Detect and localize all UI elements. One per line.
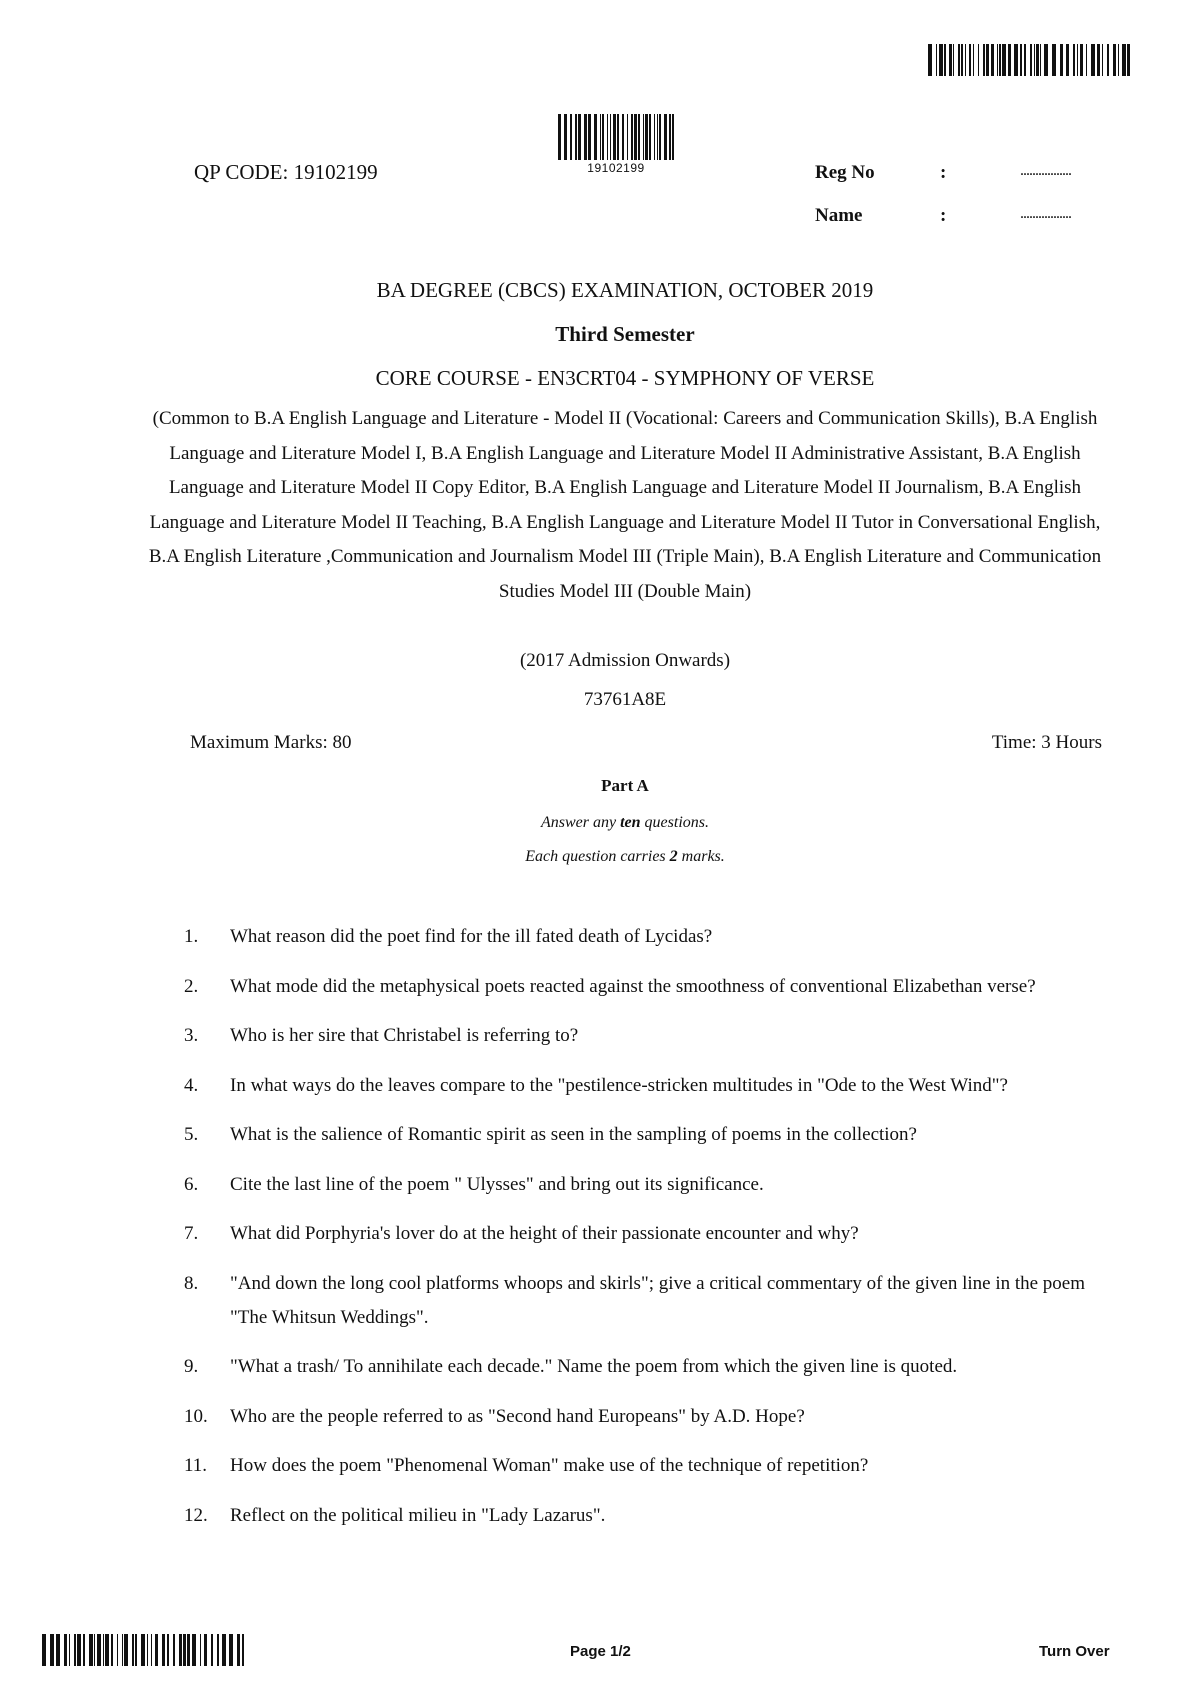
- question-text: In what ways do the leaves compare to the "pestilence-stricken multitudes in "Ode to the West Wind"?: [230, 1074, 1008, 1096]
- part-a-title: Part A: [601, 776, 649, 795]
- question-item: [184, 1069, 1104, 1103]
- barcode-center: [558, 114, 674, 160]
- name-row: [815, 205, 1071, 227]
- instruction-text: Answer any: [540, 814, 621, 831]
- question-number: 5.: [184, 1124, 199, 1145]
- question-number: 3.: [184, 1025, 199, 1046]
- question-text: What mode did the metaphysical poets reacted against the smoothness of conventional Elizabethan verse?: [230, 975, 1036, 997]
- name-label: Name: [815, 205, 863, 226]
- question-text: Who are the people referred to as "Second hand Europeans" by A.D. Hope?: [230, 1405, 805, 1427]
- barcode-top-right: [928, 44, 1130, 76]
- question-number: 2.: [184, 975, 199, 997]
- marks-note-text-end: marks.: [677, 848, 725, 865]
- question-item: [184, 1019, 1104, 1053]
- name-blank: .................: [1020, 205, 1071, 222]
- question-number: 1.: [184, 926, 199, 947]
- question-number: 4.: [184, 1074, 199, 1096]
- turn-over-note: Turn Over: [1039, 1643, 1110, 1660]
- question-text: "And down the long cool platforms whoops and skirls"; give a critical commentary of the given line in the poem "The Whitsun Weddings".: [230, 1272, 1086, 1328]
- question-list: [184, 920, 1104, 1548]
- admission-note: (2017 Admission Onwards): [519, 650, 731, 671]
- question-text: What is the salience of Romantic spirit as seen in the sampling of poems in the collection?: [230, 1124, 917, 1145]
- semester: Third Semester: [555, 322, 695, 346]
- question-item: [184, 1350, 1104, 1384]
- page-number: Page 1/2: [570, 1643, 631, 1660]
- question-number: 10.: [184, 1405, 208, 1427]
- instruction-count: ten: [620, 814, 641, 831]
- part-a-marks-note: [130, 848, 1120, 866]
- question-item: [184, 1449, 1104, 1483]
- question-number: 11.: [184, 1455, 208, 1476]
- reg-no-colon: :: [940, 162, 947, 183]
- qp-code: QP CODE: 19102199: [194, 160, 378, 184]
- course-title: CORE COURSE - EN3CRT04 - SYMPHONY OF VERSE: [375, 366, 875, 390]
- question-item: [184, 920, 1104, 954]
- question-item: [184, 1267, 1104, 1335]
- question-number: 12.: [184, 1504, 208, 1526]
- part-a-instruction: [130, 814, 1120, 832]
- question-text: What did Porphyria's lover do at the height of their passionate encounter and why?: [230, 1223, 859, 1244]
- question-number: 7.: [184, 1223, 199, 1244]
- question-item: [184, 1499, 1104, 1533]
- question-item: [184, 1217, 1104, 1251]
- instruction-text-end: questions.: [640, 814, 709, 831]
- question-text: Who is her sire that Christabel is referring to?: [230, 1025, 579, 1046]
- question-text: What reason did the poet find for the ill fated death of Lycidas?: [230, 926, 713, 947]
- barcode-bottom-left: [42, 1634, 244, 1666]
- exam-title: BA DEGREE (CBCS) EXAMINATION, OCTOBER 2019: [376, 278, 874, 302]
- maximum-marks: Maximum Marks: 80: [190, 732, 352, 753]
- marks-note-value: 2: [669, 848, 678, 865]
- common-to-text: (Common to B.A English Language and Literature - Model II (Vocational: Careers and Communication Skills), B.A English Language and Literature Model I, B.A English Language and Literature Model II Administrative Assistant, B.A English Language and Literature Model II Copy Editor, B.A English Language and Literature Model II Journalism, B.A English Language and Literature Model II Teaching, B.A English Language and Literature Model II Tutor in Conversational English, B.A English Literature ,Communication and Journalism Model III (Triple Main), B.A English Literature and Communication Studies Model III (Double Main): [148, 408, 1102, 602]
- question-number: 6.: [184, 1173, 199, 1195]
- marks-time-row: [190, 732, 1102, 754]
- marks-note-text: Each question carries: [525, 848, 670, 865]
- reg-no-row: [815, 162, 1071, 184]
- question-item: [184, 1118, 1104, 1152]
- question-text: "What a trash/ To annihilate each decade." Name the poem from which the given line is quoted.: [230, 1356, 958, 1377]
- reg-no-blank: .................: [1020, 162, 1071, 179]
- question-item: [184, 970, 1104, 1004]
- reg-no-label: Reg No: [815, 162, 875, 183]
- time-allowed: Time: 3 Hours: [991, 732, 1102, 753]
- question-item: [184, 1168, 1104, 1202]
- name-colon: :: [940, 205, 947, 226]
- question-number: 9.: [184, 1356, 199, 1377]
- barcode-number: 19102199: [587, 161, 645, 175]
- question-text: Reflect on the political milieu in "Lady Lazarus".: [230, 1504, 606, 1526]
- question-number: 8.: [184, 1272, 199, 1294]
- question-text: How does the poem "Phenomenal Woman" make use of the technique of repetition?: [230, 1455, 869, 1476]
- question-item: [184, 1400, 1104, 1434]
- paper-code: 73761A8E: [583, 689, 667, 710]
- question-text: Cite the last line of the poem " Ulysses" and bring out its significance.: [230, 1173, 764, 1195]
